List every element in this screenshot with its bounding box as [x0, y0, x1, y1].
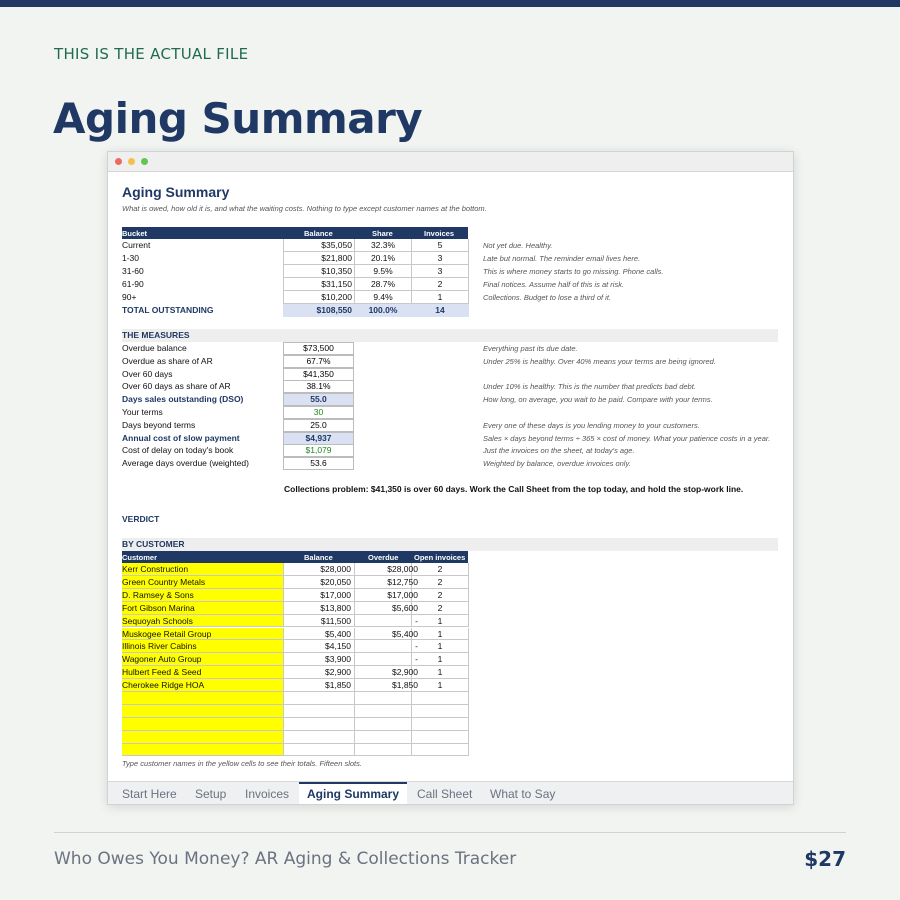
measure-value[interactable]: 53.6 [283, 457, 354, 470]
customer-open-invoices: 1 [437, 654, 443, 665]
minimize-window-dot[interactable] [128, 158, 135, 165]
customer-row [122, 640, 469, 653]
bucket-name: 1-30 [122, 253, 140, 263]
bucket-share: 20.1% [370, 253, 396, 263]
measure-value[interactable]: 67.7% [283, 355, 354, 368]
measure-label: Your terms [122, 407, 163, 417]
customer-overdue: $5,600 [392, 602, 418, 613]
bucket-invoices: 5 [437, 240, 443, 250]
cell-border [283, 718, 284, 731]
sheet-subtitle: What is owed, how old it is, and what the waiting costs. Nothing to type except customer names at the bottom. [122, 204, 487, 213]
customer-overdue: $17,000 [387, 589, 418, 600]
cell-border [411, 705, 412, 718]
sheet-title: Aging Summary [122, 184, 230, 200]
customer-row [122, 576, 469, 589]
product-name: Who Owes You Money? AR Aging & Collections Tracker [54, 849, 517, 869]
measure-note: Just the invoices on the sheet, at today's age. [483, 446, 635, 456]
total-share: 100.0% [368, 305, 398, 315]
cell-border [354, 692, 355, 705]
collections-callout: Collections problem: $41,350 is over 60 days. Work the Call Sheet from the top today, and hold the stop-work line. [284, 484, 744, 494]
measure-note: Weighted by balance, overdue invoices only. [483, 459, 631, 469]
customer-open-invoices: 2 [437, 576, 443, 587]
customer-name: Fort Gibson Marina [122, 602, 195, 613]
customer-open-invoices: 2 [437, 589, 443, 600]
customer-balance: $4,150 [325, 641, 351, 652]
total-invoices: 14 [435, 305, 445, 315]
bucket-table-header [122, 227, 468, 239]
measure-value[interactable]: 30 [283, 406, 354, 419]
bucket-share: 9.4% [373, 292, 393, 302]
bucket-invoices: 2 [437, 279, 443, 289]
cell-border [354, 718, 355, 731]
bucket-balance: $10,200 [321, 292, 352, 302]
total-label: TOTAL OUTSTANDING [122, 305, 214, 315]
cell-border [468, 705, 469, 718]
measure-value[interactable]: 55.0 [283, 393, 354, 406]
bucket-name: 90+ [122, 292, 137, 302]
spreadsheet-window [107, 151, 794, 805]
measure-label: Overdue as share of AR [122, 355, 213, 366]
cell-border [354, 705, 355, 718]
customer-row [122, 679, 469, 692]
tab-aging-summary[interactable]: Aging Summary [299, 782, 407, 805]
bucket-note: Final notices. Assume half of this is at risk. [483, 280, 625, 289]
customer-open-invoices: 1 [437, 667, 443, 678]
bucket-share: 9.5% [373, 266, 393, 276]
customer-overdue: - [415, 641, 418, 652]
measure-label: Overdue balance [122, 343, 187, 353]
bucket-name: Current [122, 240, 151, 250]
eyebrow-label: THIS IS THE ACTUAL FILE [54, 45, 249, 63]
close-window-dot[interactable] [115, 158, 122, 165]
measure-note: Under 10% is healthy. This is the number that predicts bad debt. [483, 382, 696, 392]
bucket-share: 28.7% [370, 279, 396, 289]
customer-name: D. Ramsey & Sons [122, 589, 194, 600]
customer-name: Sequoyah Schools [122, 615, 193, 626]
header-invoices: Invoices [424, 229, 455, 238]
by-customer-section-header: BY CUSTOMER [122, 538, 778, 551]
header-bucket: Bucket [122, 229, 148, 238]
customer-row [122, 563, 469, 576]
customer-balance: $28,000 [320, 564, 351, 574]
product-price: $27 [804, 847, 846, 871]
customer-balance: $3,900 [325, 654, 351, 665]
customer-table-note: Type customer names in the yellow cells to see their totals. Fifteen slots. [122, 759, 362, 768]
customer-overdue: $1,850 [392, 680, 418, 691]
verdict-label: VERDICT [122, 514, 160, 524]
cell-border [468, 731, 469, 744]
customer-open-invoices: 2 [437, 602, 443, 613]
customer-balance: $1,850 [325, 680, 351, 691]
measure-note: Sales × days beyond terms ÷ 365 × cost of money. What your patience costs in a year. [483, 433, 771, 443]
customer-row [122, 602, 469, 615]
header-overdue: Overdue [368, 553, 399, 562]
bucket-name: 31-60 [122, 266, 144, 276]
window-titlebar [108, 152, 793, 172]
customer-open-invoices: 1 [437, 628, 443, 639]
cell-border [283, 744, 284, 757]
customer-row-grid [122, 705, 469, 718]
footer-divider [54, 832, 846, 833]
customer-name: Hulbert Feed & Seed [122, 667, 202, 678]
measures-section-header: THE MEASURES [122, 329, 778, 342]
header-open-invoices: Open invoices [414, 553, 466, 562]
customer-overdue: $28,000 [387, 564, 418, 574]
customer-name: Kerr Construction [122, 564, 189, 574]
bucket-note: Collections. Budget to lose a third of it. [483, 293, 611, 302]
bucket-row [122, 239, 682, 252]
customer-balance: $5,400 [325, 628, 351, 639]
measure-label: Cost of delay on today's book [122, 445, 234, 456]
measure-note: How long, on average, you wait to be paid. Compare with your terms. [483, 395, 713, 405]
top-accent-bar [0, 0, 900, 7]
customer-row-grid [122, 718, 469, 731]
measure-value[interactable]: $4,937 [283, 432, 354, 445]
measure-label: Average days overdue (weighted) [122, 458, 249, 469]
maximize-window-dot[interactable] [141, 158, 148, 165]
total-balance: $108,550 [316, 305, 352, 315]
bucket-note: Not yet due. Healthy. [483, 241, 553, 250]
cell-border [411, 718, 412, 731]
customer-overdue: $5,400 [392, 628, 418, 639]
measure-value[interactable]: $41,350 [283, 368, 354, 381]
measure-label: Annual cost of slow payment [122, 432, 240, 443]
measure-label: Days sales outstanding (DSO) [122, 394, 244, 405]
bucket-balance: $35,050 [321, 240, 352, 250]
header-customer-balance: Balance [304, 553, 333, 562]
page-title: Aging Summary [53, 94, 423, 143]
customer-balance: $13,800 [320, 602, 351, 613]
customer-name: Illinois River Cabins [122, 641, 197, 652]
customer-overdue: - [415, 615, 418, 626]
header-balance: Balance [304, 229, 333, 238]
sheet-tab-bar [108, 781, 793, 804]
customer-row [122, 589, 469, 602]
cell-border [354, 744, 355, 757]
customer-name: Muskogee Retail Group [122, 628, 212, 639]
customer-name: Green Country Metals [122, 576, 206, 587]
cell-border [468, 744, 469, 757]
tab-setup[interactable]: Setup [195, 787, 227, 801]
measure-value[interactable]: 38.1% [283, 380, 354, 393]
cell-border [411, 692, 412, 705]
bucket-share: 32.3% [370, 240, 396, 250]
tab-call-sheet[interactable]: Call Sheet [417, 787, 473, 801]
customer-table-header [122, 551, 468, 563]
customer-open-invoices: 1 [437, 680, 443, 691]
cell-border [283, 705, 284, 718]
cell-border [468, 718, 469, 731]
customer-open-invoices: 2 [437, 564, 443, 574]
cell-border [411, 744, 412, 757]
bucket-balance: $10,350 [321, 266, 352, 276]
measure-note: Under 25% is healthy. Over 40% means your terms are being ignored. [483, 356, 716, 366]
bucket-invoices: 3 [437, 253, 443, 263]
customer-row-grid [122, 731, 469, 744]
measure-label: Over 60 days as share of AR [122, 381, 231, 392]
tab-what-to-say[interactable]: What to Say [490, 787, 556, 801]
bucket-note: Late but normal. The reminder email lives here. [483, 254, 641, 263]
bucket-balance: $31,150 [321, 279, 352, 289]
customer-row [122, 628, 469, 641]
customer-overdue: $2,900 [392, 667, 418, 678]
bucket-name: 61-90 [122, 279, 144, 289]
customer-row-grid [122, 692, 469, 705]
customer-row [122, 615, 469, 628]
bucket-invoices: 3 [437, 266, 443, 276]
cell-border [283, 692, 284, 705]
bucket-note: This is where money starts to go missing. Phone calls. [483, 267, 664, 276]
customer-name: Cherokee Ridge HOA [122, 680, 205, 691]
bucket-balance: $21,800 [321, 253, 352, 263]
customer-row [122, 666, 469, 679]
customer-open-invoices: 1 [437, 615, 443, 626]
tab-invoices[interactable]: Invoices [245, 787, 290, 801]
total-row [122, 304, 482, 317]
measure-note: Everything past its due date. [483, 344, 578, 353]
measure-value[interactable]: $1,079 [283, 444, 354, 457]
cell-border [468, 692, 469, 705]
measure-note: Every one of these days is you lending money to your customers. [483, 420, 700, 430]
measure-value[interactable]: 25.0 [283, 419, 354, 432]
customer-balance: $11,500 [320, 615, 351, 626]
measure-value[interactable]: $73,500 [283, 342, 354, 355]
cell-border [354, 731, 355, 744]
measure-label: Days beyond terms [122, 419, 196, 430]
customer-balance: $17,000 [320, 589, 351, 600]
bucket-invoices: 1 [437, 292, 443, 302]
tab-start-here[interactable]: Start Here [122, 787, 177, 801]
cell-border [283, 731, 284, 744]
sheet-area [108, 173, 793, 782]
customer-open-invoices: 1 [437, 641, 443, 652]
customer-row [122, 653, 469, 666]
measure-label: Over 60 days [122, 368, 173, 379]
header-customer: Customer [122, 553, 158, 562]
customer-name: Wagoner Auto Group [122, 654, 202, 665]
customer-balance: $20,050 [320, 576, 351, 587]
header-share: Share [372, 229, 393, 238]
customer-overdue: $12,750 [387, 576, 418, 587]
customer-balance: $2,900 [325, 667, 351, 678]
customer-row-grid [122, 744, 469, 757]
customer-overdue: - [415, 654, 418, 665]
cell-border [411, 731, 412, 744]
